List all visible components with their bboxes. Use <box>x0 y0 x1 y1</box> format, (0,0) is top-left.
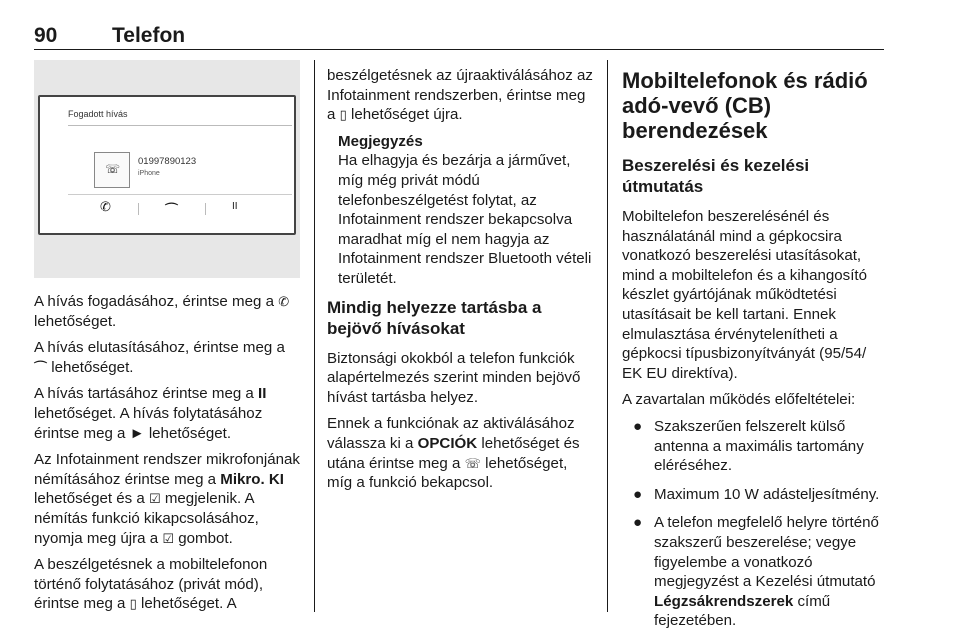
incoming-call-screen <box>38 95 296 235</box>
screen-title-rule <box>68 125 292 126</box>
note-text: Ha elhagyja és bezárja a járművet, míg még privát módú telefonbeszélgetést folytat, az Infotainment rendszer bekapcsolva maradhat míg el nem hagyja az Infotainment rendszer Bluetooth vételi területét. <box>338 152 592 287</box>
caller-device: iPhone <box>138 170 160 177</box>
button-row-rule <box>68 194 292 195</box>
play-icon: ► <box>129 424 145 442</box>
paragraph-private: A beszélgetésnek a mobiltelefonon történő folytatásához (privát mód), érintse meg a ▯ lehetőséget. A <box>34 556 268 613</box>
button-divider <box>138 203 139 215</box>
paragraph-hold-default: Biztonsági okokból a telefon funkciók alapértelmezés szerint minden bejövő hívást tartásba helyez. <box>327 349 581 406</box>
paragraph-options: Ennek a funkciónak az aktiválásához válassza ki a OPCIÓK lehetőséget és utána érintse meg a ☏ lehetőséget, míg a funkció bekapcsol. <box>327 415 580 492</box>
paragraph-mute: Az Infotainment rendszer mikrofonjának némításához érintse meg a Mikro. KI lehetőséget és a ☑ megjelenik. A némítás funkció kikapcsolásához, nyomja meg újra a ☑ gombot. <box>34 451 300 547</box>
screenshot-figure <box>34 60 300 278</box>
column-divider-2 <box>607 60 608 612</box>
paragraph-hold: A hívás tartásához érintse meg a II lehetőséget. A hívás folytatásához érintse meg a ► lehetőséget. <box>34 385 267 442</box>
bullet-icon: ● <box>633 514 643 532</box>
accept-call-icon: ✆ <box>100 199 111 214</box>
section-heading-mobile: Mobiltelefonok és rádió adó-vevő (CB) berendezések <box>622 68 868 143</box>
paragraph-decline: A hívás elutasításához, érintse meg a ⌒ lehetőséget. <box>34 339 285 376</box>
note-title: Megjegyzés <box>338 132 423 150</box>
paragraph-prereq: A zavartalan működés előfeltételei: <box>622 391 856 409</box>
note-block <box>327 132 595 289</box>
private-mode-icon: ▯ <box>339 107 347 123</box>
subheading-install: Beszerelési és kezelési útmutatás <box>622 156 810 196</box>
phone-hold-icon: ☏ <box>105 162 121 176</box>
list-item: ● Maximum 10 W adásteljesítmény. <box>633 485 880 503</box>
pause-icon: II <box>258 385 267 403</box>
page-number: 90 <box>34 24 58 47</box>
phone-hold-tile <box>94 152 130 188</box>
phone-hold-icon: ☏ <box>464 455 481 471</box>
mute-check-icon: ☑ <box>148 491 161 507</box>
bullet-icon: ● <box>633 485 643 503</box>
header-rule <box>34 49 884 50</box>
private-mode-icon: ▯ <box>129 596 137 612</box>
decline-call-icon: ⌒ <box>165 202 179 217</box>
mute-check-icon: ☑ <box>162 530 175 546</box>
column-1 <box>34 292 302 621</box>
prereq-list <box>622 417 890 631</box>
screen-title: Fogadott hívás <box>68 109 128 119</box>
paragraph-install: Mobiltelefon beszerelésénél és használatánál mind a gépkocsira vonatkozó beszerelési utasításokat, mind a mobiltelefon és a kihangosító készlet gyártójának működtetési utasításait be kell tartani. Ennek elmulasztása érvénytelenítheti a gépkocsi típusbizonyítványát (95/54/ EK EU direktíva). <box>622 208 868 382</box>
accept-call-icon: ✆ <box>278 294 290 309</box>
pause-icon: II <box>232 201 238 212</box>
button-divider <box>205 203 206 215</box>
section-heading-hold: Mindig helyezze tartásba a bejövő hívásokat <box>327 297 542 338</box>
column-2 <box>327 66 595 500</box>
paragraph-accept: A hívás fogadásához, érintse meg a ✆ lehetőséget. <box>34 293 290 330</box>
caller-number: 01997890123 <box>138 156 197 167</box>
list-item: ● A telefon megfelelő helyre történő szakszerű beszerelése; vegye figyelembe a vonatkozó megjegyzést a Kezelési útmutató Légzsákrendszerek című fejezetében. <box>633 514 879 630</box>
paragraph-private-cont: beszélgetésnek az újraaktiválásához az Infotainment rendszerben, érintse meg a ▯ lehetőséget újra. <box>327 67 593 124</box>
column-3 <box>622 68 890 640</box>
bullet-icon: ● <box>633 417 643 435</box>
list-item: ● Szakszerűen felszerelt külső antenna a maximális tartomány eléréséhez. <box>633 417 864 475</box>
decline-call-icon: ⌒ <box>34 359 48 375</box>
column-divider-1 <box>314 60 315 612</box>
page-title: Telefon <box>112 24 186 47</box>
